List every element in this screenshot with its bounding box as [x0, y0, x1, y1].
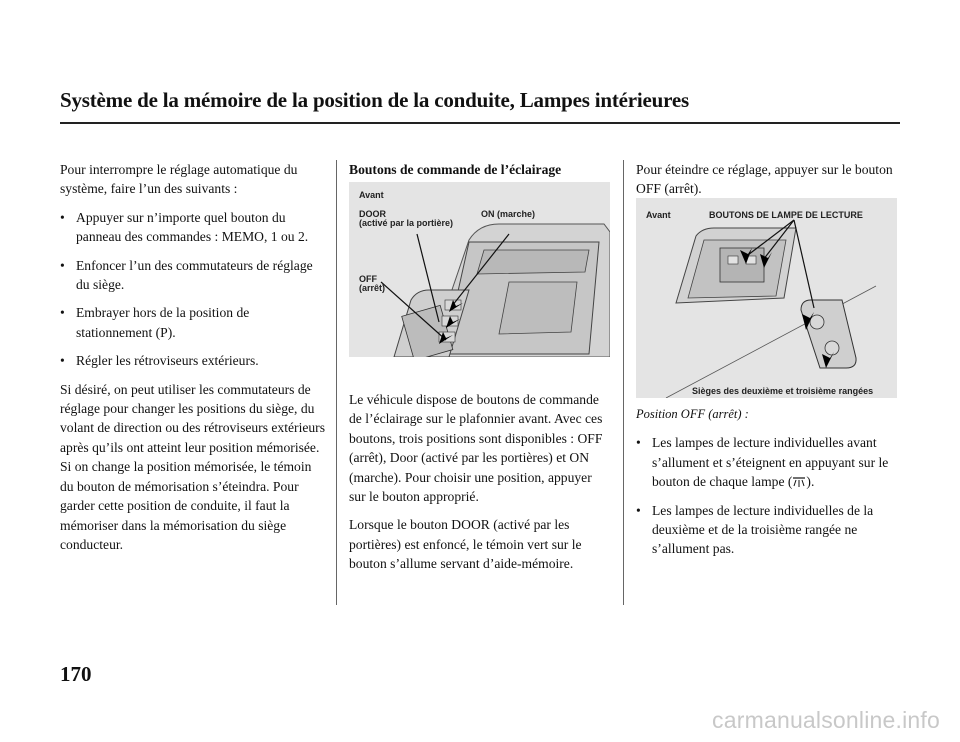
bullet: •	[60, 353, 65, 369]
left-intro: Pour interrompre le réglage automatique du système, faire l’un des suivants :	[60, 162, 298, 197]
page-title: Système de la mémoire de la position de la conduite, Lampes intérieures	[60, 88, 689, 112]
section-heading: Boutons de commande de l’éclairage	[349, 162, 562, 177]
bullet: •	[636, 502, 641, 518]
figure-label-door-sub: (activé par la portière)	[359, 218, 454, 228]
list-item-text: Les lampes de lecture individuelles avant s’allument et s’éteignent en appuyant sur le bouton de chaque lampe (	[652, 435, 889, 490]
watermark: carmanualsonline.info	[712, 707, 940, 733]
list-item	[60, 208, 326, 247]
page-number: 170	[60, 662, 92, 686]
figure-label-door: DOOR	[359, 209, 386, 219]
left-paragraph: Si désiré, on peut utiliser les commutateurs de réglage pour changer les positions du siège, du volant de direction ou des rétroviseurs extérieurs après qu’ils ont atteint leur position mémorisée. Si on change la position mémorisée, le témoin du bouton de mémorisation s’éteindra. Pour garder cette position de conduite, il faut la mémoriser dans la mémorisation du siège conducteur.	[60, 381, 325, 552]
list-item-text: Régler les rétroviseurs extérieurs.	[76, 353, 259, 369]
column-divider	[336, 160, 337, 605]
reading-lamp-icon	[792, 474, 806, 486]
header-rule	[60, 122, 900, 124]
middle-paragraph-1: Le véhicule dispose de boutons de commande de l’éclairage sur le plafonnier avant. Avec ces boutons, trois positions sont disponibles : OFF (arrêt), Door (activé par les portières) et ON (marche). Pour choisir une position, appuyer sur le bouton approprié.	[349, 392, 603, 505]
figure-label-seats: Sièges des deuxième et troisième rangées	[692, 386, 874, 396]
figure-label-avant: Avant	[359, 190, 384, 200]
list-item-text: Les lampes de lecture individuelles de la deuxième et de la troisième rangée ne s’allument pas.	[652, 502, 874, 557]
figure-label-buttons: BOUTONS DE LAMPE DE LECTURE	[709, 210, 863, 220]
reading-lamp-illustration	[636, 198, 897, 398]
list-item	[636, 501, 900, 559]
list-item-text: Enfoncer l’un des commutateurs de réglage du siège.	[76, 257, 313, 293]
lighting-controls-figure	[349, 182, 610, 357]
figure-label-off-sub: (arrêt)	[359, 283, 386, 293]
middle-paragraph-2: Lorsque le bouton DOOR (activé par les portières) est enfoncé, le témoin vert sur le bouton s’allume servant d’aide-mémoire.	[349, 517, 582, 572]
bullet: •	[636, 435, 641, 451]
list-item-text: Embrayer hors de la position de stationnement (P).	[76, 305, 250, 340]
list-item-text-end: ).	[806, 474, 815, 490]
reading-lamp-figure	[636, 198, 897, 398]
middle-column	[349, 160, 611, 183]
list-item	[636, 433, 900, 491]
bullet: •	[60, 257, 65, 273]
right-text	[636, 405, 900, 568]
right-intro: Pour éteindre ce réglage, appuyer sur le bouton OFF (arrêt).	[636, 162, 893, 197]
bullet: •	[60, 209, 65, 225]
figure-label-on: ON (marche)	[481, 209, 536, 219]
list-item	[60, 303, 326, 342]
figure-caption: Position OFF (arrêt) :	[636, 407, 749, 421]
figure-label-off: OFF	[359, 274, 377, 284]
figure-label-avant: Avant	[646, 210, 671, 220]
middle-text	[349, 390, 611, 583]
list-item-text: Appuyer sur n’importe quel bouton du panneau des commandes : MEMO, 1 ou 2.	[76, 209, 309, 245]
list-item	[60, 256, 326, 295]
list-item	[60, 351, 326, 370]
ceiling-console-illustration	[349, 182, 610, 357]
left-column	[60, 160, 326, 563]
column-divider	[623, 160, 624, 605]
bullet: •	[60, 305, 65, 321]
